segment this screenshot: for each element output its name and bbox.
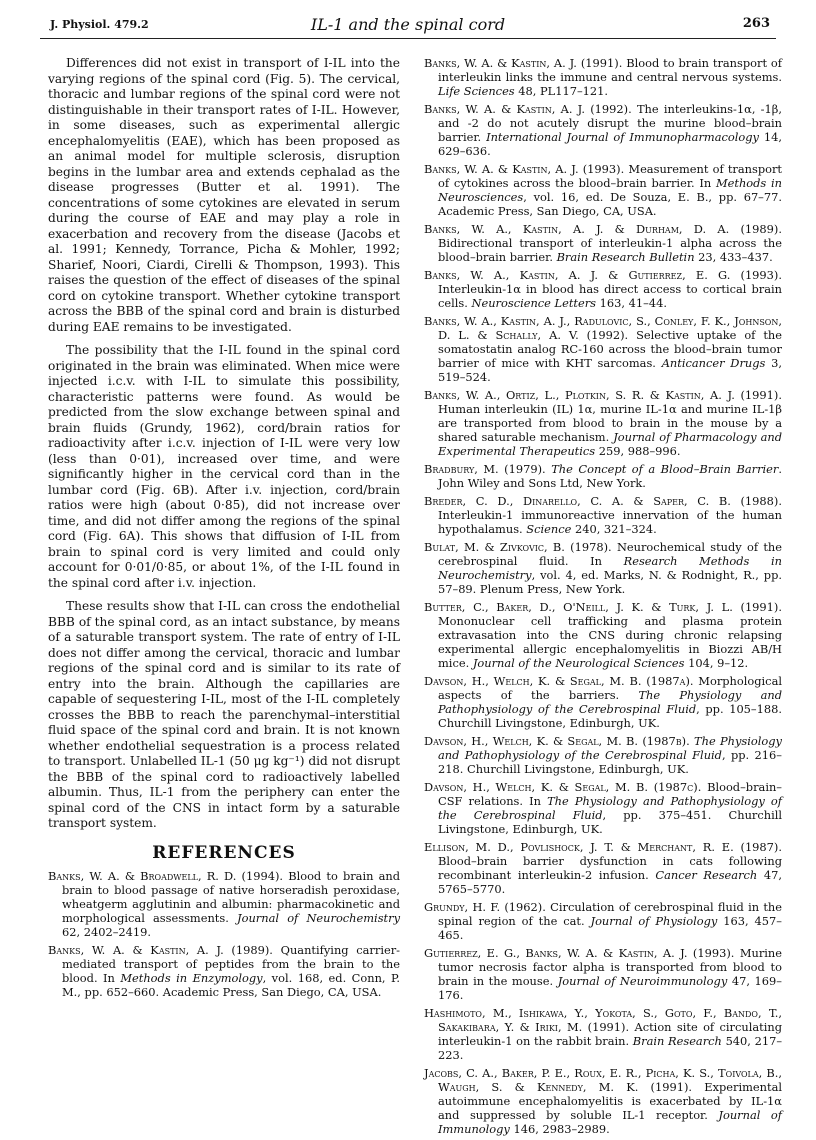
reference-title: Morphological aspects of the barriers.	[438, 674, 782, 702]
body-paragraph: The possibility that the I-IL found in the spinal cord originated in the brain was eliminated. When mice were injected i.c.v. with I-IL to simulate this possibility, characteristic patterns were found. As would be predicted from the slow exchange between spinal and brain fluids (Grundy, 1962), cord/brain ratios for radioactivity after i.c.v. injection of I-IL were very low (less than 0·01), increased over time, and were significantly higher in the cervical cord than in the lumbar cord (Fig. 6B). After i.v. injection, cord/brain ratios were high (about 0·85), did not increase over time, and did not differ among the regions of the spinal cord (Fig. 6A). This shows that diffusion of I-IL from brain to spinal cord is very limited and could only account for 0·01/0·85, or about 1%, of the I-IL found in the spinal cord after i.v. injection.	[48, 343, 400, 590]
reference-details: 104, 9–12.	[688, 656, 749, 670]
reference-entry	[424, 900, 782, 942]
reference-journal: Journal of Neurochemistry	[237, 911, 401, 925]
reference-authors: Banks, W. A. & Kastin, A. J. (1989).	[48, 943, 273, 957]
reference-journal: Journal of the Neurological Sciences	[472, 656, 685, 670]
reference-authors: Gutierrez, E. G., Banks, W. A. & Kastin, A. J. (1993).	[424, 946, 735, 960]
reference-entry	[424, 388, 782, 458]
reference-journal: Cancer Research	[655, 868, 758, 882]
reference-journal: Journal of Physiology	[590, 914, 718, 928]
reference-title: Blood–brain–CSF relations. In	[438, 780, 782, 808]
body-paragraph: Differences did not exist in transport of I-IL into the varying regions of the spinal cord (Fig. 5). The cervical, thoracic and lumbar regions of the spinal cord were not distinguishable in their transport rates of I-IL. However, in some diseases, such as experimental allergic encephalomyelitis (EAE), which has been proposed as an animal model for multiple sclerosis, disruption begins in the lumbar area and extends cephalad as the disease progresses (Butter et al. 1991). The concentrations of some cytokines are elevated in serum during the course of EAE and may play a role in exacerbation and recovery from the disease (Jacobs et al. 1991; Kennedy, Torrance, Picha & Mohler, 1992; Sharief, Noori, Ciardi, Cirelli & Thompson, 1993). This raises the question of the effect of diseases of the spinal cord on cytokine transport. Whether cytokine transport across the BBB of the spinal cord and brain is disturbed during EAE remains to be investigated.	[48, 56, 400, 334]
reference-details: 3, 519–524.	[438, 356, 783, 384]
reference-details: 259, 988–996.	[598, 444, 681, 458]
reference-authors: Banks, W. A., Kastin, A. J. & Durham, D. A. (1989).	[424, 222, 782, 236]
reference-entry	[48, 869, 400, 939]
reference-entry	[424, 102, 782, 158]
journal-citation: J. Physiol. 479.2	[50, 18, 149, 31]
reference-title: Blood–brain barrier dysfunction in cats following recombinant interleukin-2 infusion.	[438, 854, 782, 882]
reference-journal: Neuroscience Letters	[471, 296, 597, 310]
reference-entry	[424, 222, 782, 264]
reference-authors: Davson, H., Welch, K. & Segal, M. B. (1987a).	[424, 674, 694, 688]
reference-authors: Banks, W. A., Kastin, A. J., Radulovic, S., Conley, F. K., Johnson, D. L. & Schally, A. V. (1992).	[424, 314, 782, 342]
reference-title: Quantifying carrier-mediated transport of peptides from the brain to the blood. In	[62, 943, 400, 985]
reference-entry	[424, 540, 782, 596]
reference-authors: Hashimoto, M., Ishikawa, Y., Yokota, S., Goto, F., Bando, T., Sakakibara, Y. & Iriki, M. (1991).	[424, 1006, 782, 1034]
reference-authors: Banks, W. A. & Kastin, A. J. (1991).	[424, 56, 623, 70]
reference-authors: Bradbury, M. (1979).	[424, 462, 546, 476]
reference-entry	[424, 314, 782, 384]
reference-title: Selective uptake of the somatostatin analog RC-160 across the blood–brain tumor barrier of mice with KHT sarcomas.	[438, 328, 782, 370]
reference-title: Blood to brain transport of interleukin links the immune and central nervous systems.	[438, 56, 783, 84]
reference-details: , vol. 4, ed. Marks, N. & Rodnight, R., pp. 57–89. Plenum Press, New York.	[438, 568, 782, 596]
reference-details: 163, 457–465.	[438, 914, 782, 942]
reference-journal: Brain Research	[632, 1034, 722, 1048]
reference-authors: Banks, W. A. & Broadwell, R. D. (1994).	[48, 869, 284, 883]
reference-journal: Journal of Neuroimmunology	[557, 974, 728, 988]
reference-entry	[424, 1066, 782, 1136]
left-column	[48, 56, 400, 1003]
reference-details: 14, 629–636.	[438, 130, 782, 158]
reference-journal: Methods in Neurosciences	[438, 176, 783, 204]
references-heading: REFERENCES	[152, 842, 296, 863]
reference-title: Circulation of cerebrospinal fluid in the spinal region of the cat.	[438, 900, 783, 928]
reference-entry	[424, 734, 782, 776]
reference-journal: The Physiology and Pathophysiology of the Cerebrospinal Fluid	[438, 688, 783, 716]
reference-details: , vol. 168, ed. Conn, P. M., pp. 652–660. Academic Press, San Diego, CA, USA.	[62, 971, 400, 999]
reference-title: Bidirectional transport of interleukin-1 alpha across the blood–brain barrier.	[438, 236, 782, 264]
reference-details: 163, 41–44.	[599, 296, 667, 310]
reference-journal: Science	[526, 522, 572, 536]
references-list-left	[48, 869, 400, 999]
reference-entry	[424, 162, 782, 218]
reference-details: , pp. 375–451. Churchill Livingstone, Edinburgh, UK.	[438, 808, 782, 836]
right-column	[424, 56, 782, 1140]
reference-entry	[424, 494, 782, 536]
reference-title: Measurement of transport of cytokines across the blood–brain barrier. In	[438, 162, 782, 190]
body-paragraph: These results show that I-IL can cross the endothelial BBB of the spinal cord, as an intact substance, by means of a saturable transport system. The rate of entry of I-IL does not differ among the cervical, thoracic and lumbar regions of the spinal cord and is similar to its rate of entry into the brain. Although the capillaries are capable of sequestering I-IL, most of the I-IL completely crosses the BBB to reach the parenchymal–interstitial fluid space of the spinal cord and brain. It is not known whether endothelial sequestration is a process related to transport. Unlabelled IL-1 (50 μg kg⁻¹) did not disrupt the BBB of the spinal cord to radioactively labelled albumin. Thus, IL-1 from the periphery can enter the spinal cord of the CNS in intact form by a saturable transport system.	[48, 599, 400, 830]
reference-entry	[424, 600, 782, 670]
reference-details: 47, 169–176.	[438, 974, 782, 1002]
reference-authors: Banks, W. A. & Kastin, A. J. (1992).	[424, 102, 632, 116]
reference-journal: The Concept of a Blood–Brain Barrier	[551, 462, 779, 476]
reference-authors: Jacobs, C. A., Baker, P. E., Roux, E. R., Picha, K. S., Toivola, B., Waugh, S. & Kennedy, M. K. (1991).	[424, 1066, 782, 1094]
reference-entry	[424, 840, 782, 896]
running-title: IL-1 and the spinal cord	[310, 15, 506, 34]
reference-journal: Brain Research Bulletin	[556, 250, 695, 264]
reference-journal: Research Methods in Neurochemistry	[438, 554, 782, 582]
reference-entry	[424, 1006, 782, 1062]
reference-entry	[424, 780, 782, 836]
reference-authors: Bulat, M. & Zivkovic, B. (1978).	[424, 540, 612, 554]
reference-details: 146, 2983–2989.	[513, 1122, 610, 1136]
reference-title: Mononuclear cell trafficking and plasma protein extravasation into the CNS during chronic relapsing experimental allergic encephalomyelitis in Biozzi AB/H mice.	[438, 614, 782, 670]
reference-details: , pp. 216–218. Churchill Livingstone, Edinburgh, UK.	[438, 748, 782, 776]
reference-title: Interleukin-1α in blood has direct access to cortical brain cells.	[438, 282, 782, 310]
references-list-right	[424, 56, 782, 1136]
reference-entry	[424, 268, 782, 310]
reference-authors: Davson, H., Welch, K. & Segal, M. B. (1987b).	[424, 734, 690, 748]
reference-title: Murine tumor necrosis factor alpha is transported from blood to brain in the mouse.	[438, 946, 782, 988]
reference-authors: Davson, H., Welch, K. & Segal, M. B. (1987c).	[424, 780, 702, 794]
reference-title: Interleukin-1 immunoreactive innervation of the human hypothalamus.	[438, 508, 782, 536]
reference-journal: International Journal of Immunopharmacology	[486, 130, 759, 144]
reference-details: 23, 433–437.	[698, 250, 773, 264]
reference-authors: Banks, W. A., Kastin, A. J. & Gutierrez, E. G. (1993).	[424, 268, 782, 282]
reference-title: The interleukins-1α, -1β, and -2 do not acutely disrupt the murine blood–brain barrier.	[438, 102, 782, 144]
reference-entry	[424, 462, 782, 490]
reference-journal: The Physiology and Pathophysiology of the Cerebrospinal Fluid	[438, 794, 783, 822]
reference-details: 240, 321–324.	[574, 522, 657, 536]
reference-entry	[424, 56, 782, 98]
reference-details: , pp. 105–188. Churchill Livingstone, Edinburgh, UK.	[438, 702, 782, 730]
reference-title: Human interleukin (IL) 1α, murine IL-1α and murine IL-1β are transported from blood to brain in the mouse by a shared saturable mechanism.	[438, 402, 782, 444]
reference-authors: Banks, W. A., Ortiz, L., Plotkin, S. R. & Kastin, A. J. (1991).	[424, 388, 782, 402]
reference-details: 48, PL117–121.	[518, 84, 609, 98]
reference-details: 540, 217–223.	[438, 1034, 783, 1062]
reference-journal: Methods in Enzymology	[120, 971, 263, 985]
reference-authors: Ellison, M. D., Povlishock, J. T. & Merchant, R. E. (1987).	[424, 840, 782, 854]
reference-entry	[48, 943, 400, 999]
reference-journal: Life Sciences	[438, 84, 515, 98]
reference-title: Action site of circulating interleukin-1 on the rabbit brain.	[438, 1020, 782, 1048]
reference-title: Neurochemical study of the cerebrospinal fluid. In	[438, 540, 783, 568]
reference-entry	[424, 674, 782, 730]
reference-authors: Grundy, H. F. (1962).	[424, 900, 546, 914]
reference-title: Experimental autoimmune encephalomyelitis is exacerbated by IL-1α and suppressed by soluble IL-1 receptor.	[438, 1080, 783, 1122]
reference-journal: The Physiology and Pathophysiology of the Cerebrospinal Fluid	[438, 734, 782, 762]
reference-details: 62, 2402–2419.	[62, 925, 152, 939]
reference-authors: Breder, C. D., Dinarello, C. A. & Saper, C. B. (1988).	[424, 494, 782, 508]
page-number: 263	[742, 16, 770, 31]
reference-journal: Journal of Immunology	[438, 1108, 783, 1136]
reference-journal: Anticancer Drugs	[661, 356, 766, 370]
reference-authors: Banks, W. A. & Kastin, A. J. (1993).	[424, 162, 625, 176]
reference-details: 47, 5765–5770.	[438, 868, 782, 896]
reference-details: , vol. 16, ed. De Souza, E. B., pp. 67–77. Academic Press, San Diego, CA, USA.	[438, 190, 782, 218]
reference-journal: Journal of Pharmacology and Experimental Therapeutics	[438, 430, 783, 458]
reference-entry	[424, 946, 782, 1002]
running-header	[40, 14, 776, 39]
reference-details: . John Wiley and Sons Ltd, New York.	[438, 462, 782, 490]
reference-title: Blood to brain and brain to blood passage of native horseradish peroxidase, wheatgerm agglutinin and albumin: pharmacokinetic and morphological assessments.	[62, 869, 401, 925]
reference-authors: Butter, C., Baker, D., O'Neill, J. K. & Turk, J. L. (1991).	[424, 600, 782, 614]
